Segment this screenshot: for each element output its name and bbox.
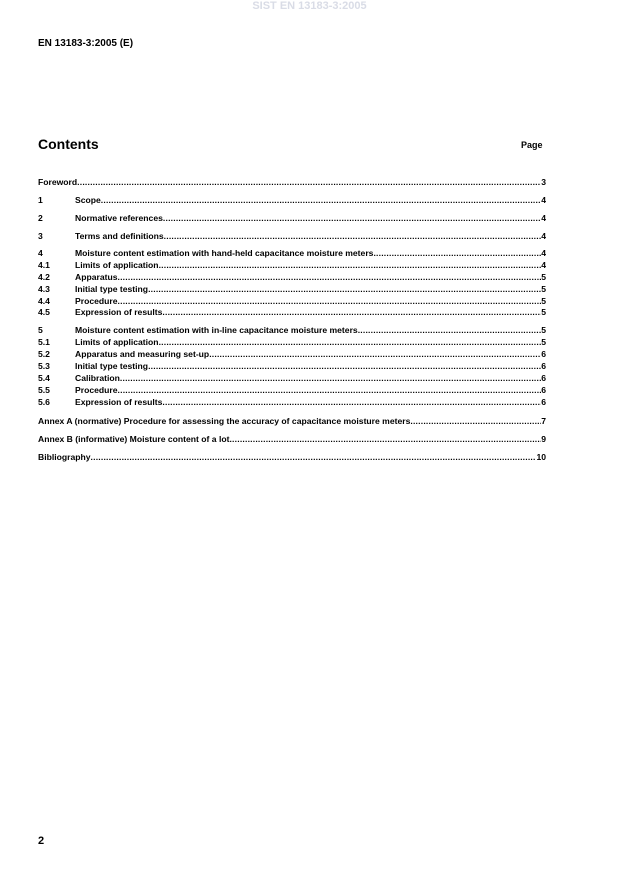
toc-dot-leader xyxy=(118,296,542,308)
toc-dot-leader xyxy=(159,337,542,349)
toc-entry-title: Procedure xyxy=(75,384,118,395)
toc-entry[interactable] xyxy=(38,433,546,445)
toc-entry-number: 4.5 xyxy=(38,307,50,318)
toc-entry-number: 1 xyxy=(38,195,43,205)
toc-dot-leader xyxy=(163,212,541,224)
toc-entry[interactable] xyxy=(38,296,546,308)
toc-entry-page: 5 xyxy=(541,295,546,306)
toc-entry-page: 5 xyxy=(541,307,546,318)
toc-entry-title: Annex A (normative) Procedure for assessing the accuracy of capacitance moisture meters xyxy=(38,415,411,426)
toc-entry[interactable] xyxy=(38,212,546,224)
toc-entry-page: 10 xyxy=(536,451,546,462)
toc-dot-leader xyxy=(159,260,542,272)
toc-entry-title: Annex B (informative) Moisture content of a lot xyxy=(38,433,230,444)
toc-entry-page: 5 xyxy=(541,283,546,294)
toc-dot-leader xyxy=(162,397,541,409)
toc-entry-title: Moisture content estimation with in-line capacitance moisture meters xyxy=(75,325,358,336)
toc-dot-leader xyxy=(410,415,541,427)
toc-entry-number: 4 xyxy=(38,248,43,258)
toc-entry-page: 4 xyxy=(541,195,546,205)
toc-dot-leader xyxy=(91,451,537,463)
contents-title: Contents xyxy=(38,136,99,152)
table-of-contents xyxy=(38,176,546,463)
toc-entry-title: Foreword xyxy=(38,177,78,187)
toc-entry-page: 3 xyxy=(541,177,546,187)
toc-entry[interactable] xyxy=(38,325,546,337)
toc-entry-title: Apparatus xyxy=(75,271,118,282)
toc-entry-number: 2 xyxy=(38,213,43,223)
toc-entry[interactable] xyxy=(38,415,546,427)
toc-entry-page: 5 xyxy=(541,325,546,336)
toc-entry-number: 3 xyxy=(38,231,43,241)
toc-dot-leader xyxy=(358,325,542,337)
toc-entry-page: 6 xyxy=(541,396,546,407)
toc-entry[interactable] xyxy=(38,230,546,242)
toc-entry-title: Calibration xyxy=(75,372,120,383)
toc-entry-title: Expression of results xyxy=(75,307,163,318)
toc-entry-number: 4.3 xyxy=(38,283,50,294)
toc-entry-number: 4.4 xyxy=(38,295,50,306)
page-column-label: Page xyxy=(521,140,543,150)
toc-dot-leader xyxy=(148,284,541,296)
toc-entry-title: Expression of results xyxy=(75,396,163,407)
toc-entry-page: 5 xyxy=(541,271,546,282)
toc-entry[interactable] xyxy=(38,248,546,260)
toc-entry[interactable] xyxy=(38,361,546,373)
watermark: SIST EN 13183-3:2005 xyxy=(252,0,367,12)
toc-dot-leader xyxy=(101,194,541,206)
toc-entry-page: 4 xyxy=(541,213,546,223)
toc-entry[interactable] xyxy=(38,284,546,296)
toc-entry-page: 9 xyxy=(541,433,546,444)
toc-entry-number: 5.5 xyxy=(38,384,50,395)
toc-entry-title: Moisture content estimation with hand-held capacitance moisture meters xyxy=(75,248,374,258)
toc-entry[interactable] xyxy=(38,397,546,409)
toc-entry-title: Limits of application xyxy=(75,259,159,270)
toc-entry[interactable] xyxy=(38,194,546,206)
toc-entry-number: 4.2 xyxy=(38,271,50,282)
toc-entry-page: 6 xyxy=(541,372,546,383)
toc-dot-leader xyxy=(118,272,542,284)
toc-entry-title: Bibliography xyxy=(38,451,91,462)
toc-entry[interactable] xyxy=(38,260,546,272)
toc-entry-title: Initial type testing xyxy=(75,283,149,294)
toc-entry-title: Procedure xyxy=(75,295,118,306)
toc-entry[interactable] xyxy=(38,373,546,385)
toc-dot-leader xyxy=(162,307,541,319)
toc-entry-title: Terms and definitions xyxy=(75,231,164,241)
toc-entry-title: Normative references xyxy=(75,213,163,223)
toc-entry-number: 5.6 xyxy=(38,396,50,407)
toc-entry-number: 4.1 xyxy=(38,259,50,270)
toc-entry-page: 4 xyxy=(541,231,546,241)
toc-entry-number: 5.2 xyxy=(38,349,50,360)
toc-entry-title: Scope xyxy=(75,195,101,205)
toc-dot-leader xyxy=(229,433,541,445)
page-number: 2 xyxy=(38,835,45,847)
toc-dot-leader xyxy=(118,385,542,397)
toc-entry-number: 5.3 xyxy=(38,361,50,372)
toc-entry[interactable] xyxy=(38,176,546,188)
toc-entry[interactable] xyxy=(38,337,546,349)
toc-entry-number: 5.4 xyxy=(38,372,50,383)
toc-entry-number: 5.1 xyxy=(38,337,50,348)
toc-entry[interactable] xyxy=(38,385,546,397)
toc-entry[interactable] xyxy=(38,451,546,463)
toc-entry-page: 5 xyxy=(541,337,546,348)
toc-dot-leader xyxy=(148,361,541,373)
toc-dot-leader xyxy=(373,248,541,260)
toc-entry-page: 6 xyxy=(541,361,546,372)
toc-entry-title: Initial type testing xyxy=(75,361,149,372)
toc-entry-page: 6 xyxy=(541,349,546,360)
toc-entry-page: 6 xyxy=(541,384,546,395)
standard-id: EN 13183-3:2005 (E) xyxy=(38,38,134,49)
toc-entry[interactable] xyxy=(38,272,546,284)
toc-entry[interactable] xyxy=(38,307,546,319)
toc-dot-leader xyxy=(209,349,541,361)
toc-entry-title: Limits of application xyxy=(75,337,159,348)
toc-entry-number: 5 xyxy=(38,325,43,336)
toc-dot-leader xyxy=(120,373,541,385)
toc-entry-page: 4 xyxy=(541,259,546,270)
toc-entry-title: Apparatus and measuring set-up xyxy=(75,349,210,360)
toc-entry-page: 7 xyxy=(541,415,546,426)
toc-dot-leader xyxy=(77,176,541,188)
toc-entry[interactable] xyxy=(38,349,546,361)
toc-dot-leader xyxy=(164,230,542,242)
toc-entry-page: 4 xyxy=(541,248,546,258)
